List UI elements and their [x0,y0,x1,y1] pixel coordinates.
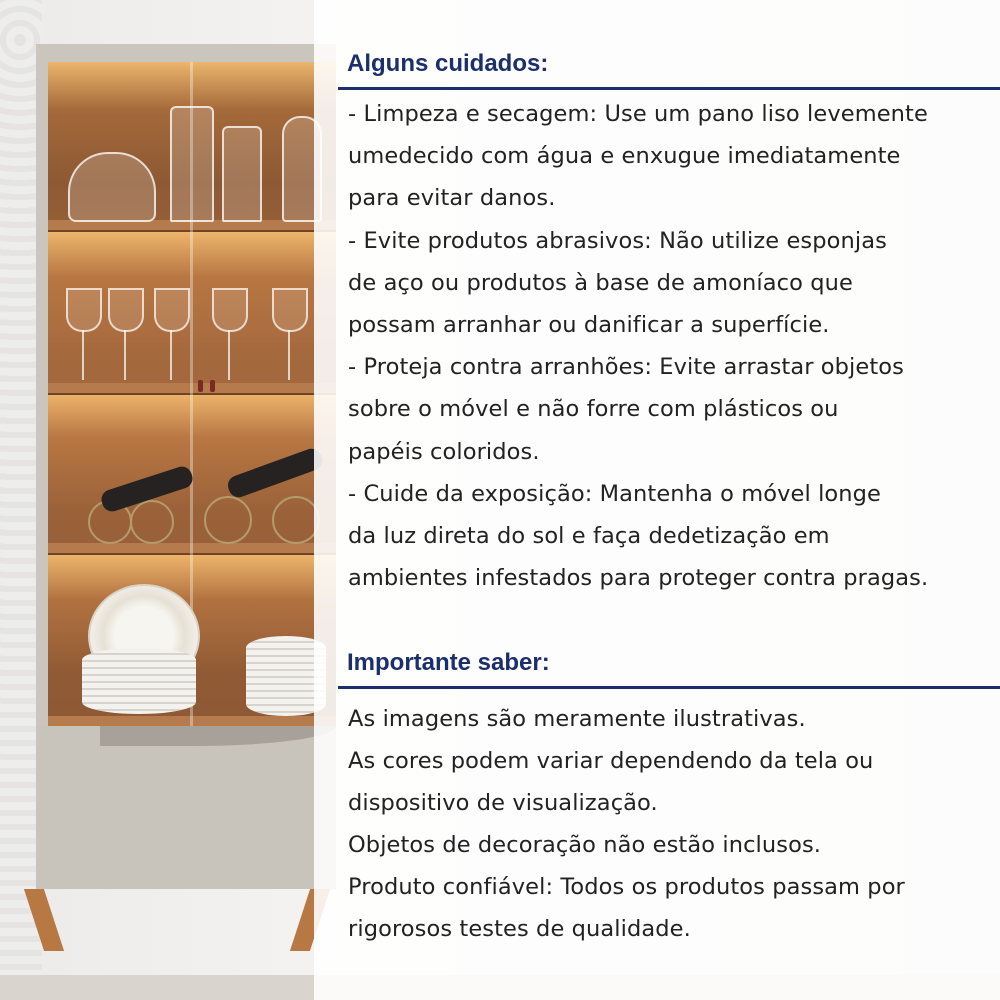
care-line: da luz direta do sol e faça dedetização em [348,523,830,549]
wine-glass [66,288,102,332]
care-line: - Limpeza e secagem: Use um pano liso levemente [348,101,928,127]
important-line: Produto confiável: Todos os produtos passam por [348,874,905,900]
care-line: umedecido com água e enxugue imediatamente [348,143,901,169]
wine-rack [204,496,252,544]
important-line: As imagens são meramente ilustrativas. [348,706,806,732]
glass-vase [68,152,156,222]
door-handle [210,380,215,392]
wine-rack [130,500,174,544]
care-heading: Alguns cuidados: [347,50,549,77]
wine-glass-stem [228,330,230,380]
wine-glass-stem [170,330,172,380]
care-line: - Cuide da exposição: Mantenha o móvel longe [348,481,881,507]
important-heading: Importante saber: [347,649,550,676]
care-line: - Proteja contra arranhões: Evite arrastar objetos [348,354,904,380]
door-handle [198,380,203,392]
care-line: para evitar danos. [348,185,556,211]
wine-glass-stem [288,330,290,380]
important-line: As cores podem variar dependendo da tela ou [348,748,874,774]
glass-vase [222,126,262,222]
care-line: papéis coloridos. [348,439,540,465]
important-heading-rule [338,686,1000,689]
care-line: de aço ou produtos à base de amoníaco que [348,270,853,296]
wine-glass-stem [82,330,84,380]
wine-glass-stem [124,330,126,380]
care-line: ambientes infestados para proteger contra pragas. [348,565,929,591]
wine-rack [272,496,320,544]
important-line: dispositivo de visualização. [348,790,658,816]
care-heading-rule [338,87,1000,90]
wine-glass [272,288,308,332]
care-line: sobre o móvel e não forre com plásticos ou [348,396,839,422]
wine-glass [108,288,144,332]
plate-stack [82,648,196,714]
important-line: Objetos de decoração não estão inclusos. [348,832,822,858]
wine-glass [154,288,190,332]
cabinet-drawer [36,726,336,889]
care-line: possam arranhar ou danificar a superfície. [348,312,830,338]
important-line: rigorosos testes de qualidade. [348,916,691,942]
wine-glass [212,288,248,332]
care-line: - Evite produtos abrasivos: Não utilize esponjas [348,228,887,254]
